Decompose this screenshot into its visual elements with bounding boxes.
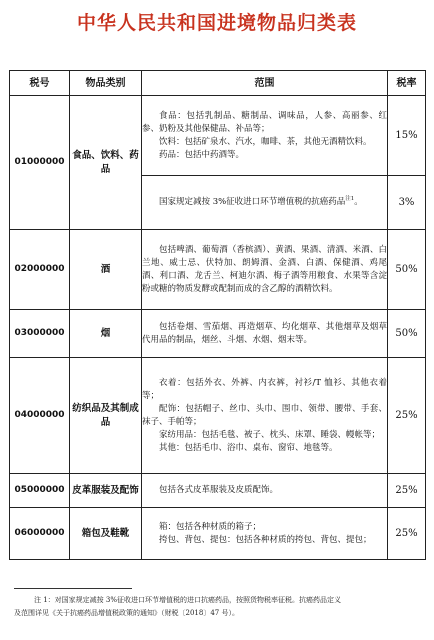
scope-paragraph: 国家规定减按 3%征收进口环节增值税的抗癌药品$^{注1}$。 xyxy=(159,196,363,207)
table-row xyxy=(10,474,426,508)
scope-paragraph: 药品：包括中药酒等。 xyxy=(159,149,245,160)
scope-paragraph: 箱：包括各种材质的箱子； xyxy=(159,521,262,532)
rate-cell: 50% xyxy=(388,230,426,310)
tax-code-cell: 01000000 xyxy=(10,96,70,230)
table-header-row xyxy=(10,71,426,96)
header-rate: 税率 xyxy=(388,71,426,96)
footnote-divider xyxy=(14,588,132,589)
category-cell: 箱包及鞋靴 xyxy=(70,508,142,560)
category-cell: 食品、饮料、药品 xyxy=(70,96,142,230)
footnote-line: 及范围详见《关于抗癌药品增值税政策的通知》（财税〔2018〕47 号）。 xyxy=(14,609,239,617)
rate-cell: 25% xyxy=(388,474,426,508)
table-row xyxy=(10,310,426,358)
footnote-line: 注 1：对国家规定减按 3%征收进口环节增值税的进口抗癌药品，按照货物税率征税。抗癌药品定义 xyxy=(34,596,342,604)
table-row xyxy=(10,96,426,176)
footnote xyxy=(14,594,424,620)
scope-cell xyxy=(142,474,388,508)
scope-paragraph: 饮料：包括矿泉水、汽水，咖啡、茶，其他无酒精饮料。 xyxy=(159,136,372,147)
scope-cell xyxy=(142,358,388,474)
tax-code-cell: 06000000 xyxy=(10,508,70,560)
scope-cell xyxy=(142,96,388,176)
scope-paragraph: 包括啤酒、葡萄酒（香槟酒）、黄酒、果酒、清酒、米酒、白兰地、威士忌、伏特加、朗姆酒、金酒、白酒、保健酒、鸡尾酒、利口酒、龙舌兰、柯迪尔酒、梅子酒等用粮食、水果等含淀粉或糖的物质发酵或配制而成的含乙醇的酒精饮料。 xyxy=(142,244,387,294)
header-category: 物品类别 xyxy=(70,71,142,96)
scope-paragraph: 挎包、背包、提包：包括各种材质的挎包、背包、提包； xyxy=(159,534,372,545)
table-row xyxy=(10,230,426,310)
rate-cell: 3% xyxy=(388,176,426,230)
scope-paragraph: 包括各式皮革服装及皮质配饰。 xyxy=(159,485,279,495)
category-cell: 皮革服装及配饰 xyxy=(70,474,142,508)
scope-paragraph: 衣着：包括外衣、外裤、内衣裤，衬衫/T 恤衫、其他衣着等； xyxy=(142,377,387,401)
tax-code-cell: 02000000 xyxy=(10,230,70,310)
scope-text: 国家规定减按 3%征收进口环节增值税的抗癌药品 xyxy=(159,197,346,207)
rate-cell: 25% xyxy=(388,358,426,474)
rate-cell: 50% xyxy=(388,310,426,358)
page-title: 中华人民共和国进境物品归类表 xyxy=(76,12,357,34)
category-cell: 烟 xyxy=(70,310,142,358)
tax-code-cell: 03000000 xyxy=(10,310,70,358)
category-cell: 酒 xyxy=(70,230,142,310)
header-scope: 范围 xyxy=(142,71,388,96)
table-row xyxy=(10,358,426,474)
scope-cell xyxy=(142,508,388,560)
table-row xyxy=(10,508,426,560)
scope-cell xyxy=(142,176,388,230)
scope-paragraph: 家纺用品：包括毛毯、被子、枕头、床罩、睡袋、幔帐等； xyxy=(159,429,381,440)
scope-cell xyxy=(142,230,388,310)
header-code: 税号 xyxy=(10,71,70,96)
scope-paragraph: 包括卷烟、雪茄烟、再造烟草、均化烟草、其他烟草及烟草代用品的制品，烟丝、斗烟、水烟、烟末等。 xyxy=(142,321,387,345)
scope-cell xyxy=(142,310,388,358)
scope-paragraph: 其他：包括毛巾、浴巾、桌布、窗帘、地毯等。 xyxy=(159,442,338,453)
footnote-marker: 注1 xyxy=(345,196,355,203)
rate-cell: 15% xyxy=(388,96,426,176)
tax-code-cell: 04000000 xyxy=(10,358,70,474)
category-cell: 纺织品及其制成品 xyxy=(70,358,142,474)
scope-paragraph: 食品：包括乳制品、糖制品、调味品，人参、高丽参、红参、奶粉及其他保健品、补品等； xyxy=(142,110,387,134)
goods-classification-table xyxy=(9,70,426,560)
scope-paragraph: 配饰：包括帽子、丝巾、头巾、围巾、领带、腰带、手套、袜子、手帕等； xyxy=(142,403,387,427)
rate-cell: 25% xyxy=(388,508,426,560)
tax-code-cell: 05000000 xyxy=(10,474,70,508)
